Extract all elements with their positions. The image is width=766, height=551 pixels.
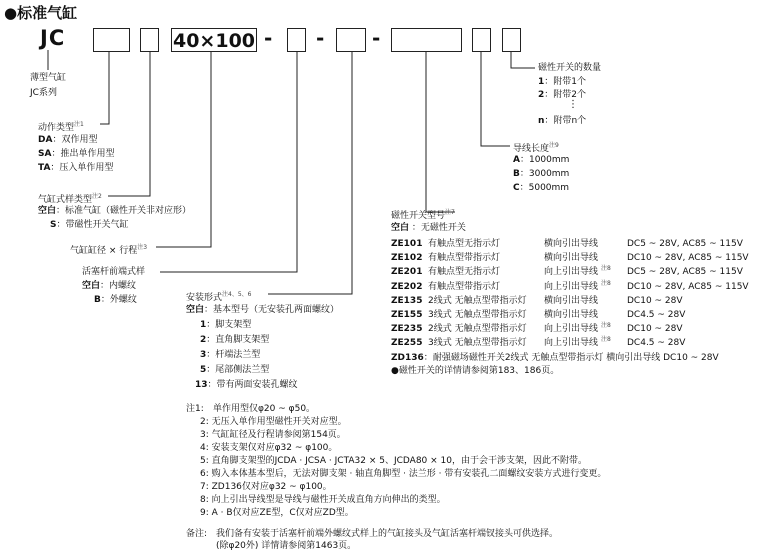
qty-code: n xyxy=(538,116,545,126)
mounting-desc: 杆端法兰型 xyxy=(215,350,261,360)
note-9: 9: A · B仅对应ZE型，C仅对应ZD型。 xyxy=(200,508,354,518)
mounting-title-text: 安装形式 xyxy=(186,293,223,303)
mounting-desc: 脚支架型 xyxy=(215,320,252,330)
switch-row-code: ZE101 xyxy=(391,239,423,249)
bore-stroke-title-text: 气缸缸径 × 行程 xyxy=(70,246,138,256)
mounting-code: 3 xyxy=(200,350,207,360)
switch-row-voltage: DC5 ~ 28V, AC85 ~ 115V xyxy=(627,239,743,249)
action-desc: 双作用型 xyxy=(61,135,98,145)
note-7: 7: ZD136仅对应φ32 ~ φ100。 xyxy=(200,482,332,492)
note-6: 6: 购入本体基本型后，无法对脚支架 · 轴直角脚型 · 法兰形 · 带有安装孔二面螺纹安装方式进行变更。 xyxy=(200,469,607,479)
switch-model-blank: 空白 ：无磁性开关 xyxy=(391,223,466,233)
note-label: 注1: xyxy=(186,404,204,414)
mounting-desc: 带有两面安装孔螺纹 xyxy=(216,380,298,390)
switch-row-voltage: DC10 ~ 28V, AC85 ~ 115V xyxy=(627,253,749,263)
switch-desc: 耐强磁场磁性开关2线式 无触点型带指示灯 横向引出导线 DC10 ~ 28V xyxy=(432,353,719,363)
dash-2: - xyxy=(316,26,325,50)
lead-item-a: A：1000mm xyxy=(513,155,570,165)
dash-1: - xyxy=(264,26,273,50)
variant-title xyxy=(38,191,102,206)
bore-stroke-title xyxy=(70,242,147,257)
switch-row-note-ref: 注8 xyxy=(601,280,611,287)
mounting-note-ref: 注4、5、6 xyxy=(222,291,252,298)
lead-desc: 1000mm xyxy=(528,155,570,165)
switch-model-title xyxy=(391,207,455,222)
switch-row-code: ZE202 xyxy=(391,282,423,292)
switch-row-type: 3线式 无触点型带指示灯 xyxy=(428,310,527,320)
mounting-code: 13 xyxy=(195,380,208,390)
switch-zd136: ZD136：耐强磁场磁性开关2线式 无触点型带指示灯 横向引出导线 DC10 ~ 28V xyxy=(391,353,719,363)
action-note-ref: 注1 xyxy=(74,121,84,128)
switch-row-note-ref: 注8 xyxy=(601,322,611,329)
lead-desc: 3000mm xyxy=(528,169,570,179)
variant-code: 空白 xyxy=(38,206,57,216)
rod-end-code: 空白 xyxy=(82,281,101,291)
mounting-item-13: 13：带有两面安装孔螺纹 xyxy=(195,380,298,390)
note-3: 3: 气缸缸径及行程请参阅第154页。 xyxy=(200,430,346,440)
rod-end-title: 活塞杆前端式样 xyxy=(82,267,146,277)
mounting-item-blank: 空白：基本型号（无安装孔两面螺纹） xyxy=(186,305,340,315)
lead-length-title xyxy=(513,140,559,155)
qty-ellipsis: ⋮ xyxy=(568,99,578,110)
mounting-item-2: 2：直角脚支架型 xyxy=(200,335,270,345)
variant-title-text: 气缸式样类型 xyxy=(38,195,93,205)
dash-3: - xyxy=(372,26,381,50)
lead-code: A xyxy=(513,155,520,165)
mounting-code: 1 xyxy=(200,320,207,330)
switch-row-lead: 向上引出导线 xyxy=(544,338,599,348)
rod-end-desc: 外螺纹 xyxy=(109,295,137,305)
bore-note-ref: 注3 xyxy=(137,244,148,251)
lead-item-b: B：3000mm xyxy=(513,169,570,179)
switch-row-code: ZE102 xyxy=(391,253,423,263)
lead-length-title-text: 导线长度 xyxy=(513,144,550,154)
action-code: DA xyxy=(38,135,53,145)
switch-row-lead: 横向引出导线 xyxy=(544,253,599,263)
switch-row-code: ZE201 xyxy=(391,267,423,277)
switch-row-lead: 横向引出导线 xyxy=(544,296,599,306)
mounting-desc: 直角脚支架型 xyxy=(215,335,270,345)
mounting-code: 5 xyxy=(200,365,207,375)
rod-end-code: B xyxy=(94,295,101,305)
mounting-desc: 基本型号（无安装孔两面螺纹） xyxy=(213,305,340,315)
switch-qty-title: 磁性开关的数量 xyxy=(538,63,602,73)
rod-end-desc: 内螺纹 xyxy=(109,281,137,291)
lead-code: C xyxy=(513,183,520,193)
switch-row-type: 有触点型带指示灯 xyxy=(428,253,501,263)
note-5: 5: 直角脚支架型的JCDA · JCSA · JCTA32 × 5、JCDA80 × 10，由于会干涉支架，因此不附带。 xyxy=(200,456,587,466)
qty-item-n: n：附带n个 xyxy=(538,116,587,126)
switch-ref-note: ●磁性开关的详情请参阅第183、186页。 xyxy=(391,366,560,376)
mounting-desc: 尾部侧法兰型 xyxy=(215,365,270,375)
bore-stroke-box: 40×100 xyxy=(172,30,256,52)
action-item-ta: TA：压入单作用型 xyxy=(38,163,114,173)
remark-text-2: (除φ20外) 详情请参阅第1463页。 xyxy=(216,541,357,551)
switch-desc: 无磁性开关 xyxy=(420,223,466,233)
action-desc: 推出单作用型 xyxy=(60,149,115,159)
switch-row-voltage: DC5 ~ 28V, AC85 ~ 115V xyxy=(627,267,743,277)
page-title: ●标准气缸 xyxy=(4,4,78,22)
action-item-sa: SA：推出单作用型 xyxy=(38,149,115,159)
switch-row-lead: 向上引出导线 xyxy=(544,282,599,292)
remark-text: 我们备有安装于活塞杆前端外螺纹式样上的气缸接头及气缸活塞杆端钗接头可供选择。 xyxy=(216,529,559,539)
switch-row-lead: 向上引出导线 xyxy=(544,324,599,334)
remark-label: 备注: xyxy=(186,529,208,539)
action-code: SA xyxy=(38,149,52,159)
switch-model-title-text: 磁性开关型号 xyxy=(391,211,446,221)
qty-item-1: 1：附带1个 xyxy=(538,77,587,87)
variant-note-ref: 注2 xyxy=(92,193,102,200)
switch-row-voltage: DC4.5 ~ 28V xyxy=(627,310,686,320)
switch-code: ZD136 xyxy=(391,353,424,363)
switch-row-note-ref: 注8 xyxy=(601,336,611,343)
switch-row-voltage: DC4.5 ~ 28V xyxy=(627,338,686,348)
switch-row-code: ZE155 xyxy=(391,310,423,320)
mounting-title xyxy=(186,289,251,304)
switch-row-type: 3线式 无触点型带指示灯 xyxy=(428,338,527,348)
rod-end-item-blank: 空白：内螺纹 xyxy=(82,281,137,291)
switch-row-note-ref: 注8 xyxy=(601,265,611,272)
jc-desc-line-1: 薄型气缸 xyxy=(30,73,67,83)
mounting-item-1: 1：脚支架型 xyxy=(200,320,252,330)
switch-row-type: 有触点型无指示灯 xyxy=(428,239,501,249)
qty-item-2: 2：附带2个 xyxy=(538,90,587,100)
switch-row-voltage: DC10 ~ 28V xyxy=(627,324,683,334)
switch-row-lead: 横向引出导线 xyxy=(544,310,599,320)
note-2: 2: 无压入单作用型磁性开关对应型。 xyxy=(200,417,347,427)
switch-row-type: 2线式 无触点型带指示灯 xyxy=(428,324,527,334)
lead-note-ref: 注9 xyxy=(549,142,559,149)
mounting-code: 2 xyxy=(200,335,207,345)
variant-desc: 标准气缸（磁性开关非对应形） xyxy=(65,206,192,216)
variant-code: S xyxy=(50,220,57,230)
switch-row-type: 有触点型无指示灯 xyxy=(428,267,501,277)
switch-row-voltage: DC10 ~ 28V xyxy=(627,296,683,306)
qty-code: 2 xyxy=(538,90,545,100)
action-title xyxy=(38,119,84,134)
action-desc: 压入单作用型 xyxy=(59,163,114,173)
lead-code: B xyxy=(513,169,520,179)
switch-row-lead: 向上引出导线 xyxy=(544,267,599,277)
mounting-item-5: 5：尾部侧法兰型 xyxy=(200,365,270,375)
note-1: 单作用型仅φ20 ~ φ50。 xyxy=(213,404,316,414)
qty-desc: 附带2个 xyxy=(553,90,587,100)
note-8: 8: 向上引出导线型是导线与磁性开关成直角方向伸出的类型。 xyxy=(200,495,446,505)
switch-row-lead: 横向引出导线 xyxy=(544,239,599,249)
jc-desc-line-2: JC系列 xyxy=(30,88,57,98)
lead-item-c: C：5000mm xyxy=(513,183,570,193)
switch-code: 空白 xyxy=(391,223,410,233)
qty-desc: 附带1个 xyxy=(553,77,587,87)
switch-row-code: ZE235 xyxy=(391,324,423,334)
switch-row-code: ZE255 xyxy=(391,338,423,348)
switch-row-code: ZE135 xyxy=(391,296,423,306)
lead-desc: 5000mm xyxy=(528,183,570,193)
mounting-code: 空白 xyxy=(186,305,205,315)
switch-note-ref: 注7 xyxy=(445,209,455,216)
variant-item-blank: 空白：标准气缸（磁性开关非对应形） xyxy=(38,206,192,216)
switch-row-type: 有触点型带指示灯 xyxy=(428,282,501,292)
variant-desc: 带磁性开关气缸 xyxy=(65,220,129,230)
model-prefix: JC xyxy=(40,26,66,50)
action-title-text: 动作类型 xyxy=(38,123,75,133)
switch-row-type: 2线式 无触点型带指示灯 xyxy=(428,296,527,306)
qty-code: 1 xyxy=(538,77,545,87)
note-4: 4: 安装支架仅对应φ32 ~ φ100。 xyxy=(200,443,338,453)
action-item-da: DA：双作用型 xyxy=(38,135,98,145)
rod-end-item-b: B：外螺纹 xyxy=(94,295,137,305)
mounting-item-3: 3：杆端法兰型 xyxy=(200,350,261,360)
action-code: TA xyxy=(38,163,51,173)
qty-desc: 附带n个 xyxy=(553,116,587,126)
variant-item-s: S：带磁性开关气缸 xyxy=(50,220,129,230)
switch-row-voltage: DC10 ~ 28V, AC85 ~ 115V xyxy=(627,282,749,292)
